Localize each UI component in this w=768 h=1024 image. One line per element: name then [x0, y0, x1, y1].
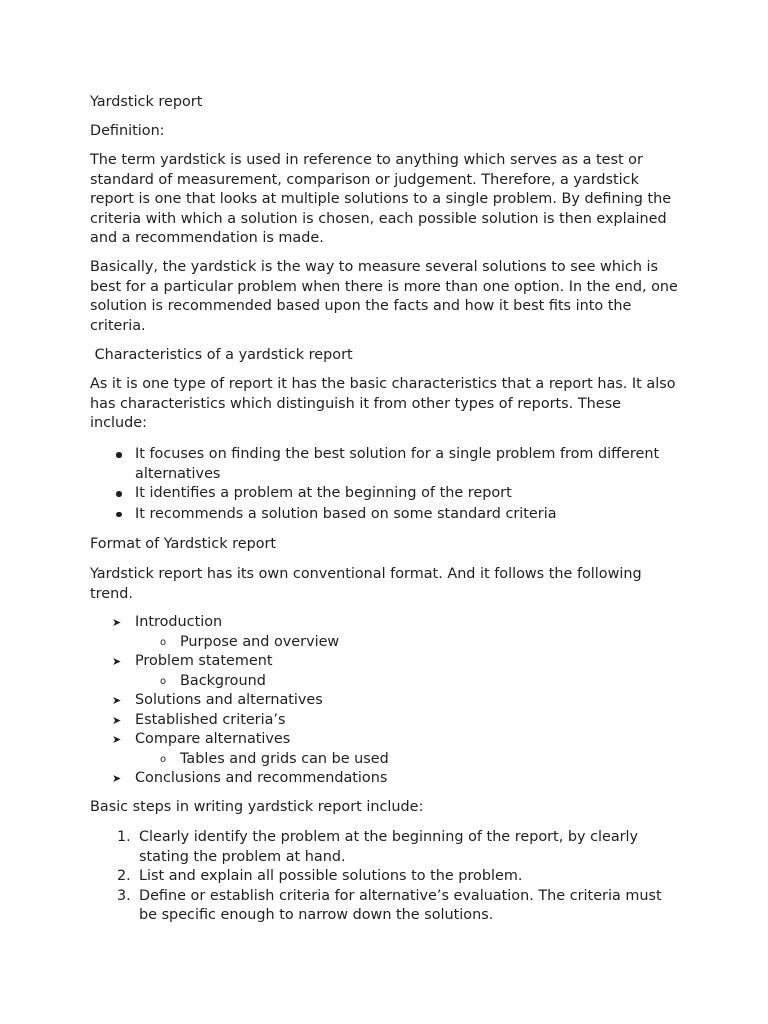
characteristics-list [90, 445, 680, 524]
list-item-text: It focuses on finding the best solution for a single problem from different alternatives [135, 446, 660, 482]
hollow-circle-icon: o [160, 675, 167, 687]
list-item: ➤ Problem statement [90, 652, 680, 672]
list-item: o Purpose and overview [90, 633, 680, 653]
arrowhead-icon: ➤ [112, 733, 122, 746]
list-item: o Background [90, 672, 680, 692]
list-item: ➤ Introduction [90, 613, 680, 633]
list-item [90, 445, 680, 484]
paragraph-basically: Basically, the yardstick is the way to measure several solutions to see which is best for a particular problem when there is more than one option. In the end, one solution is recommended based upon the facts and how it best fits into the criteria. [90, 259, 678, 334]
list-item: ➤ Compare alternatives [90, 730, 680, 750]
paragraph-format: Yardstick report has its own conventional format. And it follows the following trend. [90, 566, 642, 602]
steps-heading: Basic steps in writing yardstick report include: [90, 799, 424, 815]
list-item-text: It identifies a problem at the beginning of the report [135, 485, 512, 501]
list-item: o Tables and grids can be used [90, 750, 680, 770]
steps-list [90, 828, 680, 926]
characteristics-heading: Characteristics of a yardstick report [90, 347, 353, 363]
format-heading: Format of Yardstick report [90, 536, 277, 552]
arrowhead-icon: ➤ [112, 772, 122, 785]
format-list [90, 613, 680, 789]
list-item [90, 505, 680, 525]
definition-heading: Definition: [90, 123, 165, 139]
arrowhead-icon: ➤ [112, 655, 122, 668]
list-item-text: It recommends a solution based on some standard criteria [135, 505, 557, 522]
hollow-circle-icon: o [160, 753, 167, 765]
list-item [90, 484, 680, 504]
list-item: ➤ Established criteria’s [90, 711, 680, 731]
list-item: 2. List and explain all possible solutions to the problem. [117, 868, 523, 884]
list-item: 1. Clearly identify the problem at the beginning of the report, by clearly stating the problem at hand. [117, 829, 639, 865]
list-item: ➤ Conclusions and recommendations [90, 769, 680, 789]
list-item: 3. Define or establish criteria for alternative’s evaluation. The criteria must be specific enough to narrow down the solutions. [117, 887, 662, 923]
hollow-circle-icon: o [160, 636, 167, 648]
arrowhead-icon: ➤ [112, 694, 122, 707]
list-item: ➤ Solutions and alternatives [90, 691, 680, 711]
paragraph-definition: The term yardstick is used in reference to anything which serves as a test or standard of measurement, comparison or judgement. Therefore, a yardstick report is one that looks at multiple solutions to a single problem. By defining the criteria with which a solution is chosen, each possible solution is then explained and a recommendation is made. [90, 152, 672, 246]
paragraph-characteristics: As it is one type of report it has the basic characteristics that a report has. It also has characteristics which distinguish it from other types of reports. These include: [90, 376, 676, 431]
arrowhead-icon: ➤ [112, 616, 122, 629]
document-title: Yardstick report [90, 94, 203, 110]
arrowhead-icon: ➤ [112, 713, 122, 727]
